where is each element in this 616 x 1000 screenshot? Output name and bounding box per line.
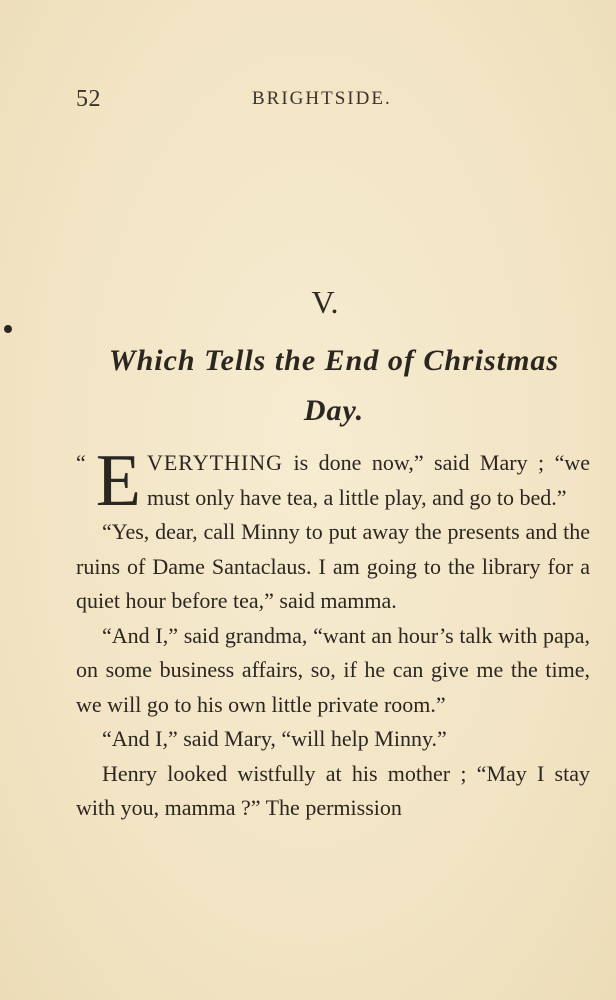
paragraph-1 — [76, 440, 590, 522]
body-text — [76, 440, 590, 826]
running-head — [76, 86, 546, 116]
paragraph-2: “Yes, dear, call Minny to put away the presents and the ruins of Dame Santaclaus. I am going to the library for a quiet hour before tea,” said mamma. — [76, 519, 590, 613]
margin-ink-mark — [4, 325, 12, 333]
chapter-title — [76, 336, 592, 436]
paragraph-3: “And I,” said grandma, “want an hour’s talk with papa, on some business affairs, so, if he can give me the time, we will go to his own little private room.” — [76, 622, 590, 717]
paragraph-4: “And I,” said Mary, “will help Minny.” — [102, 726, 447, 751]
opening-quote: “ — [76, 450, 86, 475]
page-number: 52 — [76, 86, 101, 112]
lead-word: VERYTHING — [146, 450, 284, 475]
paragraph-1-text: is done now,” said Mary ; “we must only have tea, a little play, and go to bed.” — [146, 450, 590, 510]
paragraph-5: Henry looked wistfully at his mother ; “May I stay with you, mamma ?” The permission — [76, 760, 590, 820]
chapter-title-line-2: Day. — [303, 394, 365, 427]
chapter-title-line-1: Which Tells the End of Christmas — [108, 344, 560, 377]
running-title: BRIGHTSIDE. — [252, 88, 392, 109]
drop-cap: E — [95, 440, 141, 522]
chapter-number: V. — [311, 284, 339, 320]
